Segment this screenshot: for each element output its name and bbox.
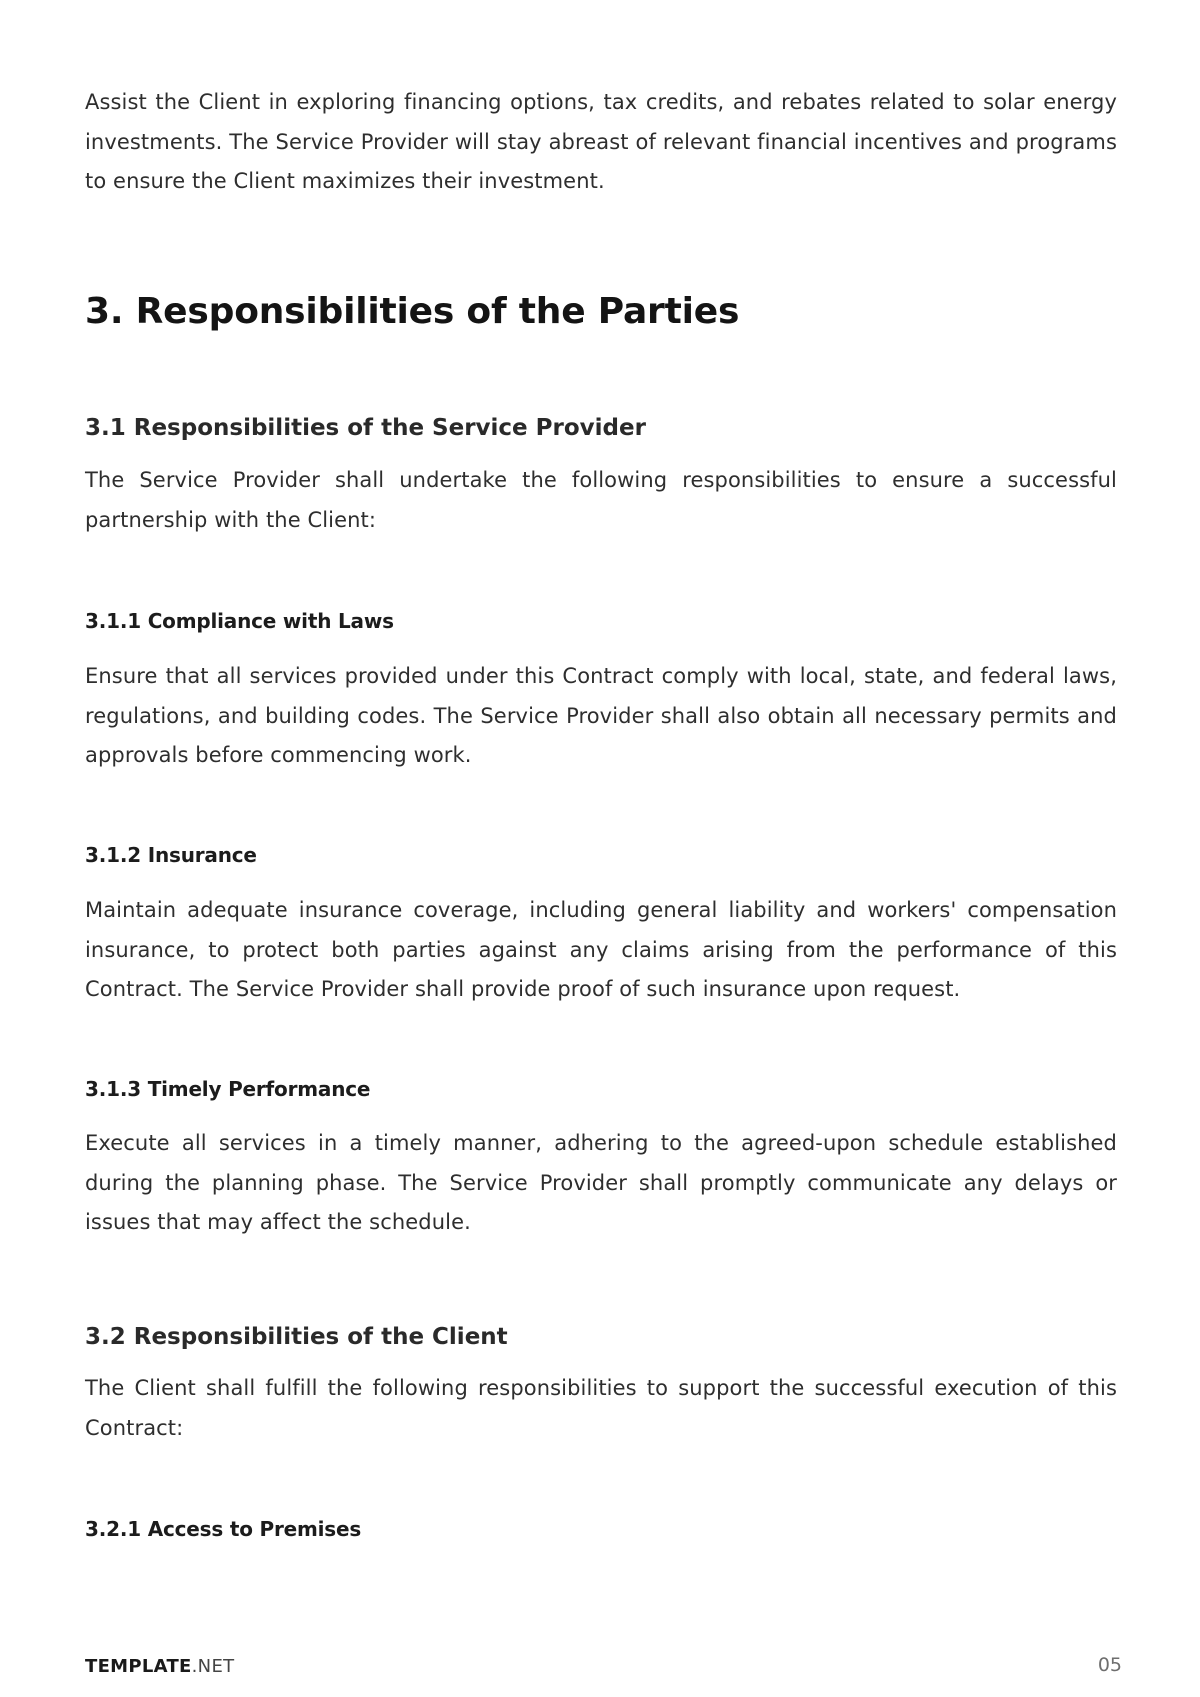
- subsection-3-1-heading: 3.1 Responsibilities of the Service Provider: [85, 415, 646, 441]
- subsection-3-2-paragraph: The Client shall fulfill the following responsibilities to support the successful execution of this Contract:: [85, 1376, 1117, 1440]
- item-3-1-1-paragraph: Ensure that all services provided under this Contract comply with local, state, and federal laws, regulations, and building codes. The Service Provider shall also obtain all necessary permits and approvals before commencing work.: [85, 664, 1117, 767]
- item-3-1-1-heading: 3.1.1 Compliance with Laws: [85, 609, 394, 633]
- intro-paragraph: Assist the Client in exploring financing options, tax credits, and rebates related to solar energy investments. The Service Provider will stay abreast of relevant financial incentives and programs to ensure the Client maximizes their investment.: [85, 90, 1117, 193]
- footer-brand-suffix: .NET: [191, 1656, 235, 1677]
- item-3-1-2-heading: 3.1.2 Insurance: [85, 843, 257, 867]
- page-number: 05: [1097, 1654, 1122, 1676]
- subsection-3-1-paragraph: The Service Provider shall undertake the following responsibilities to ensure a successful partnership with the Client:: [85, 468, 1117, 532]
- item-3-2-1-heading: 3.2.1 Access to Premises: [85, 1517, 362, 1541]
- subsection-3-2-heading: 3.2 Responsibilities of the Client: [85, 1324, 508, 1350]
- item-3-1-3-paragraph: Execute all services in a timely manner, adhering to the agreed-upon schedule established during the planning phase. The Service Provider shall promptly communicate any delays or issues that may affect the schedule.: [85, 1131, 1117, 1234]
- footer-brand-bold: TEMPLATE: [85, 1656, 192, 1677]
- item-3-1-3-heading: 3.1.3 Timely Performance: [85, 1077, 371, 1101]
- footer-brand-logo: [85, 1655, 234, 1679]
- section-heading: 3. Responsibilities of the Parties: [85, 291, 740, 332]
- item-3-1-2-paragraph: Maintain adequate insurance coverage, including general liability and workers' compensation insurance, to protect both parties against any claims arising from the performance of this Contract. The Service Provider shall provide proof of such insurance upon request.: [85, 898, 1117, 1001]
